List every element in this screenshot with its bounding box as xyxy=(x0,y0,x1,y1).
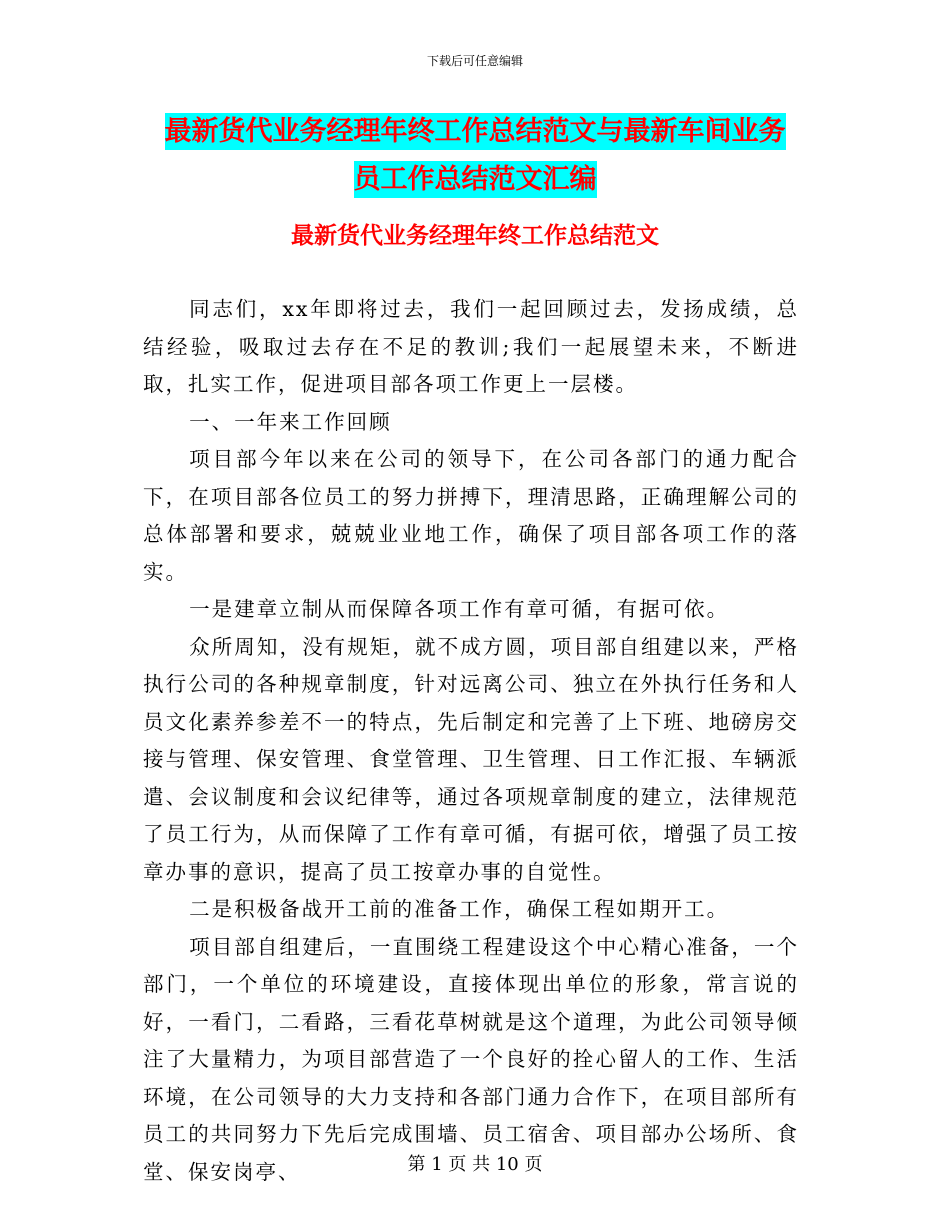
section-title: 最新货代业务经理年终工作总结范文 xyxy=(291,223,659,249)
document-body xyxy=(143,291,799,1191)
body-paragraph: 项目部今年以来在公司的领导下，在公司各部门的通力配合下，在项目部各位员工的努力拼搏下，理清思路，正确理解公司的总体部署和要求，兢兢业业地工作，确保了项目部各项工作的落实。 xyxy=(143,447,799,584)
body-paragraph: 二是积极备战开工前的准备工作，确保工程如期开工。 xyxy=(189,897,730,921)
body-paragraph: 项目部自组建后，一直围绕工程建设这个中心精心准备，一个部门，一个单位的环境建设，直接体现出单位的形象，常言说的好，一看门，二看路，三看花草树就是这个道理，为此公司领导倾注了大量精力，为项目部营造了一个良好的拴心留人的工作、生活环境，在公司领导的大力支持和各部门通力合作下，在项目部所有员工的共同努力下先后完成围墙、员工宿舍、项目部办公场所、食堂、保安岗亭、 xyxy=(143,934,799,1184)
body-paragraph: 同志们，xx年即将过去，我们一起回顾过去，发扬成绩，总结经验，吸取过去存在不足的教训;我们一起展望未来，不断进取，扎实工作，促进项目部各项工作更上一层楼。 xyxy=(143,297,799,396)
page-footer: 第 1 页 共 10 页 xyxy=(407,1154,543,1175)
body-paragraph: 众所周知，没有规矩，就不成方圆，项目部自组建以来，严格执行公司的各种规章制度，针对远离公司、独立在外执行任务和人员文化素养参差不一的特点，先后制定和完善了上下班、地磅房交接与管理、保安管理、食堂管理、卫生管理、日工作汇报、车辆派遣、会议制度和会议纪律等，通过各项规章制度的建立，法律规范了员工行为，从而保障了工作有章可循，有据可依，增强了员工按章办事的意识，提高了员工按章办事的自觉性。 xyxy=(143,634,799,884)
document-title xyxy=(150,108,800,204)
page-header-note: 下载后可任意编辑 xyxy=(426,54,523,68)
body-paragraph: 一是建章立制从而保障各项工作有章可循，有据可依。 xyxy=(189,597,730,621)
body-paragraph: 一、一年来工作回顾 xyxy=(189,409,392,434)
document-title-line-1: 最新货代业务经理年终工作总结范文与最新车间业务 xyxy=(165,113,786,150)
document-title-line-2: 员工作总结范文汇编 xyxy=(354,161,597,198)
